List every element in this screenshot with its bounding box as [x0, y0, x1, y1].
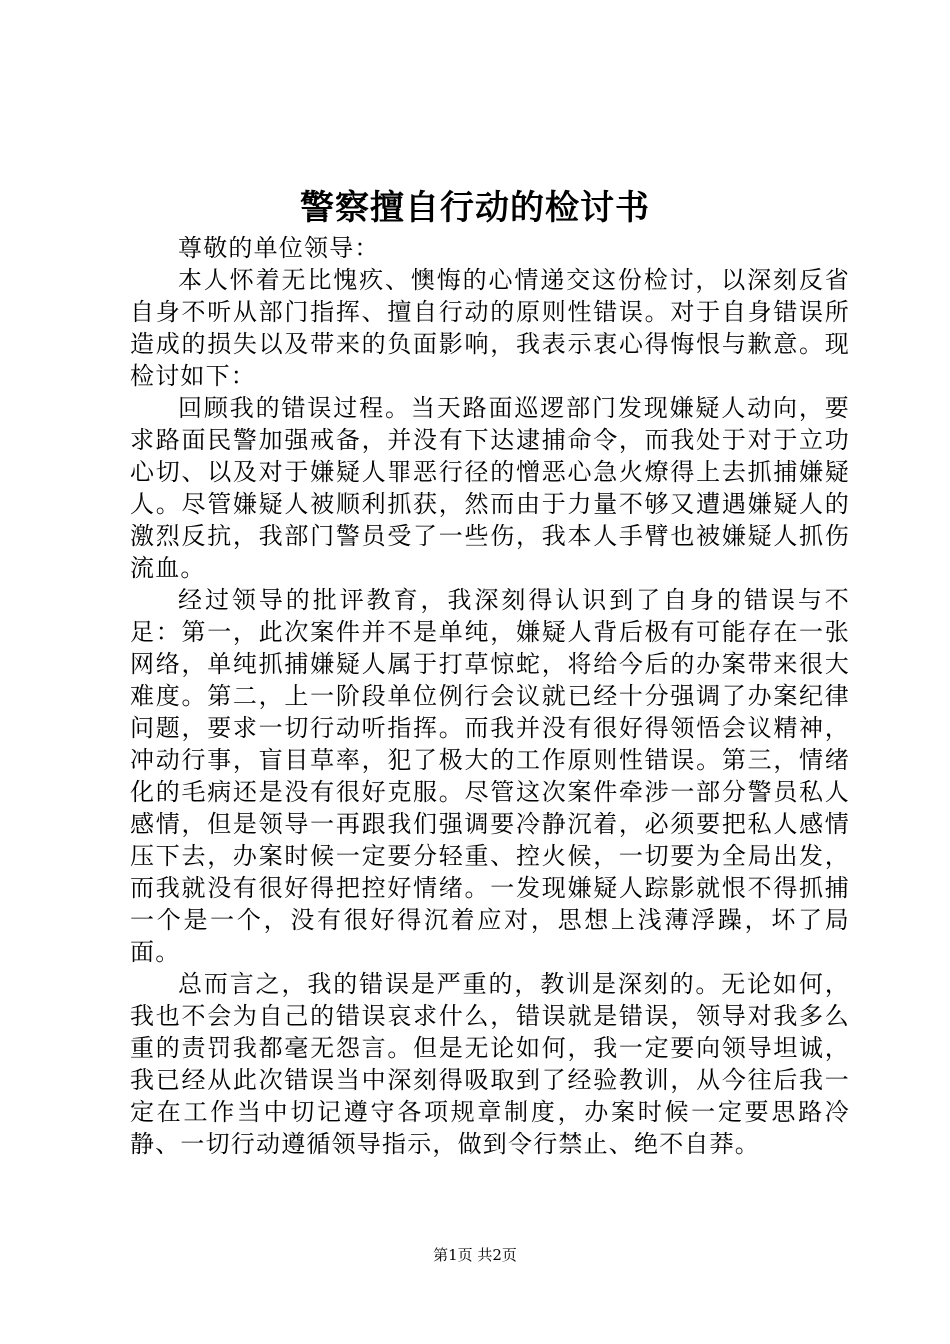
page-number-footer: 第1页 共2页 [433, 1246, 517, 1264]
salutation: 尊敬的单位领导： [178, 234, 380, 262]
document-body [130, 232, 850, 1160]
document-title: 警察擅自行动的检讨书 [300, 188, 650, 228]
paragraph-conclusion: 总而言之，我的错误是严重的，教训是深刻的。无论如何，我也不会为自己的错误哀求什么，错误就是错误，领导对我多么重的责罚我都毫无怨言。但是无论如何，我一定要向领导坦诚，我已经从此次错误当中深刻得吸取到了经验教训，从今往后我一定在工作当中切记遵守各项规章制度，办案时候一定要思路冷静、一切行动遵循领导指示，做到令行禁止、绝不自莽。 [130, 970, 850, 1158]
paragraph-reflection: 经过领导的批评教育，我深刻得认识到了自身的错误与不足：第一，此次案件并不是单纯，嫌疑人背后极有可能存在一张网络，单纯抓捕嫌疑人属于打草惊蛇，将给今后的办案带来很大难度。第二，上一阶段单位例行会议就已经十分强调了办案纪律问题，要求一切行动听指挥。而我并没有很好得领悟会议精神，冲动行事，盲目草率，犯了极大的工作原则性错误。第三，情绪化的毛病还是没有很好克服。尽管这次案件牵涉一部分警员私人感情，但是领导一再跟我们强调要冷静沉着，必须要把私人感情压下去，办案时候一定要分轻重、控火候，一切要为全局出发，而我就没有很好得把控好情绪。一发现嫌疑人踪影就恨不得抓捕一个是一个，没有很好得沉着应对，思想上浅薄浮躁，坏了局面。 [130, 586, 850, 966]
paragraph-intro: 本人怀着无比愧疚、懊悔的心情递交这份检讨，以深刻反省自身不听从部门指挥、擅自行动的原则性错误。对于自身错误所造成的损失以及带来的负面影响，我表示衷心得悔恨与歉意。现检讨如下： [130, 266, 850, 390]
paragraph-review: 回顾我的错误过程。当天路面巡逻部门发现嫌疑人动向，要求路面民警加强戒备，并没有下达逮捕命令，而我处于对于立功心切、以及对于嫌疑人罪恶行径的憎恶心急火燎得上去抓捕嫌疑人。尽管嫌疑人被顺利抓获，然而由于力量不够又遭遇嫌疑人的激烈反抗，我部门警员受了一些伤，我本人手臂也被嫌疑人抓伤流血。 [130, 394, 850, 582]
